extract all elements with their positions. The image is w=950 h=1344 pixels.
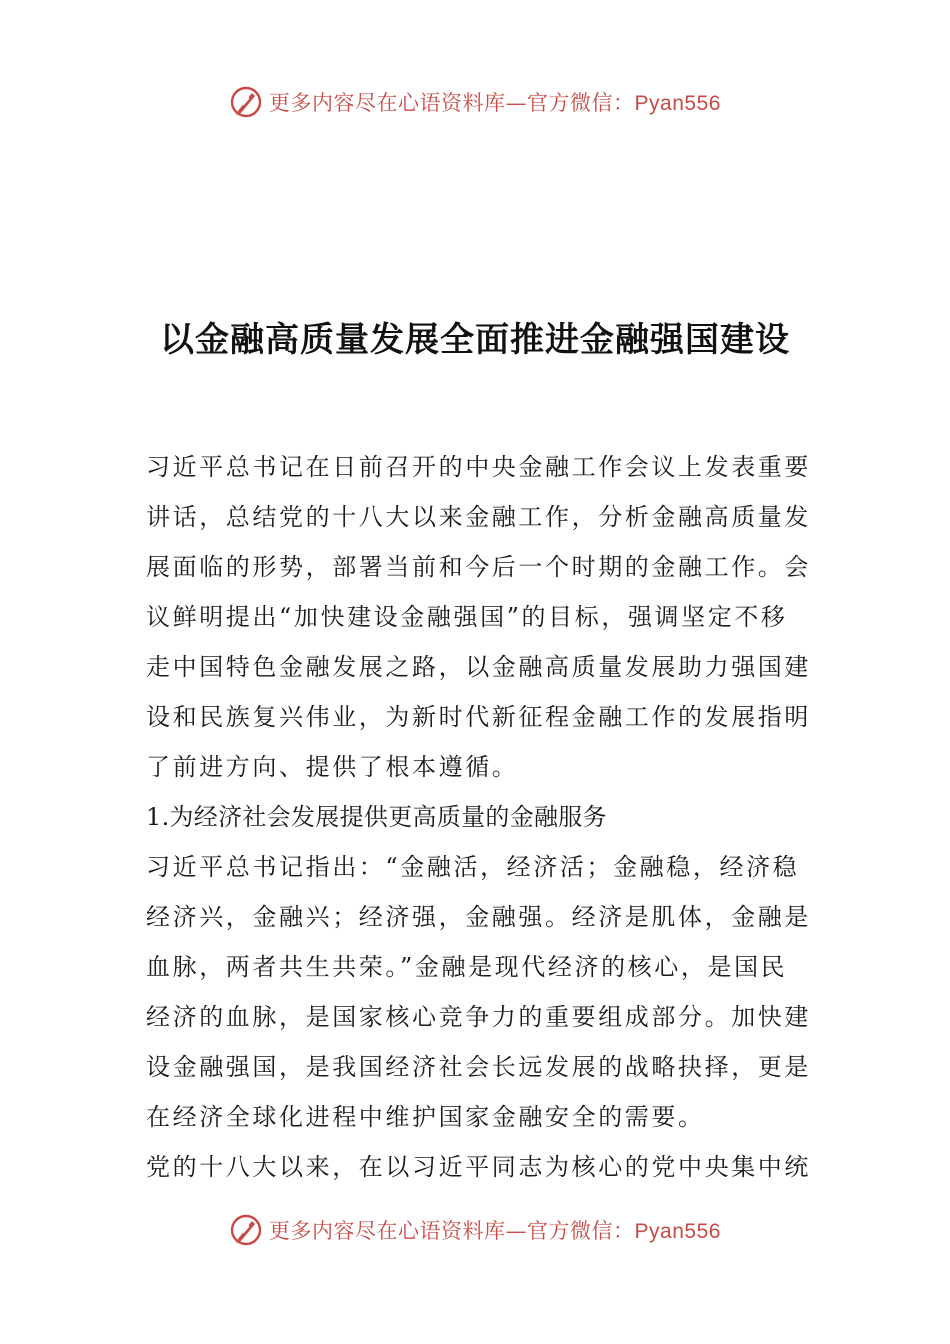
body-line: 走中国特色金融发展之路，以金融高质量发展助力强国建 xyxy=(146,653,811,681)
section-heading: 1.为经济社会发展提供更高质量的金融服务 xyxy=(146,803,607,831)
body-line: 设和民族复兴伟业，为新时代新征程金融工作的发展指明 xyxy=(146,703,811,731)
footer-watermark xyxy=(0,1210,950,1250)
body-line: 党的十八大以来，在以习近平同志为核心的党中央集中统 xyxy=(146,1153,811,1181)
header-watermark xyxy=(0,82,950,122)
wechat-id: Pyan556 xyxy=(634,1220,721,1243)
body-line: 设金融强国，是我国经济社会长远发展的战略抉择，更是 xyxy=(146,1053,811,1081)
watermark-text: 更多内容尽在心语资料库—官方微信：Pyan556 xyxy=(269,91,721,115)
body-line: 习近平总书记指出：“金融活，经济活；金融稳，经济稳 xyxy=(146,853,800,881)
body-line: 经济兴，金融兴；经济强，金融强。经济是肌体，金融是 xyxy=(146,903,811,931)
body-line: 经济的血脉，是国家核心竞争力的重要组成部分。加快建 xyxy=(146,1003,811,1031)
document-body xyxy=(146,442,811,1192)
quill-pen-icon xyxy=(229,1213,263,1247)
document-title: 以金融高质量发展全面推进金融强国建设 xyxy=(160,320,790,360)
body-line: 血脉，两者共生共荣。”金融是现代经济的核心，是国民 xyxy=(146,953,788,981)
body-line: 讲话，总结党的十八大以来金融工作，分析金融高质量发 xyxy=(146,503,811,531)
body-line: 习近平总书记在日前召开的中央金融工作会议上发表重要 xyxy=(146,453,811,481)
body-line: 议鲜明提出“加快建设金融强国”的目标，强调坚定不移 xyxy=(146,603,788,631)
body-line: 展面临的形势，部署当前和今后一个时期的金融工作。会 xyxy=(146,553,811,581)
watermark-text: 更多内容尽在心语资料库—官方微信：Pyan556 xyxy=(269,1219,721,1243)
wechat-id: Pyan556 xyxy=(634,92,721,115)
body-line: 在经济全球化进程中维护国家金融安全的需要。 xyxy=(146,1103,705,1131)
quill-pen-icon xyxy=(229,85,263,119)
body-line: 了前进方向、提供了根本遵循。 xyxy=(146,753,519,781)
